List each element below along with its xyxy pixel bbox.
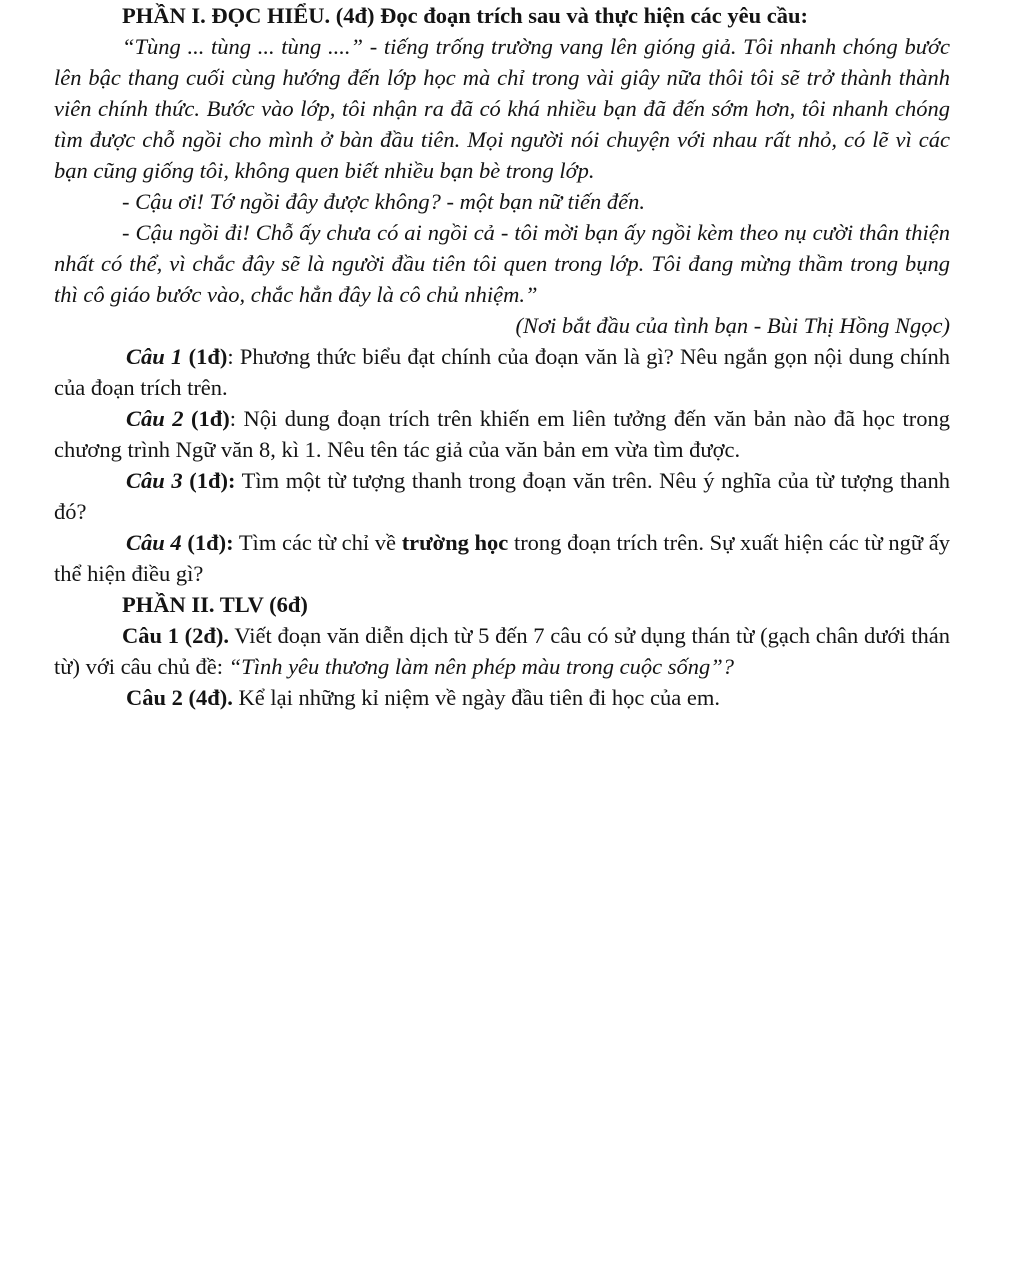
question-4-label: Câu 4 bbox=[126, 530, 182, 555]
question-1-text: : Phương thức biểu đạt chính của đoạn văn là gì? Nêu ngắn gọn nội dung chính của đoạn trích trên. bbox=[54, 344, 951, 400]
question-2-label: Câu 2 bbox=[126, 406, 184, 431]
exam-page bbox=[54, 0, 950, 713]
question-2-text: : Nội dung đoạn trích trên khiến em liên tưởng đến văn bản nào đã học trong chương trình Ngữ văn 8, kì 1. Nêu tên tác giả của văn bản em vừa tìm được. bbox=[54, 406, 950, 462]
part1-heading: PHẦN I. ĐỌC HIỂU. (4đ) Đọc đoạn trích sau và thực hiện các yêu cầu: bbox=[122, 3, 808, 28]
question-1-points: (1đ) bbox=[188, 344, 228, 369]
writing-question-2 bbox=[54, 682, 950, 713]
question-4-points: (1đ): bbox=[187, 530, 234, 555]
writing-question-1 bbox=[54, 620, 950, 682]
question-4-text-before: Tìm các từ chỉ về bbox=[233, 530, 402, 555]
question-3-label: Câu 3 bbox=[126, 468, 183, 493]
part2-heading: PHẦN II. TLV (6đ) bbox=[122, 592, 308, 617]
question-4-text-after: trong đoạn trích trên. Sự xuất hiện các từ ngữ ấy thể hiện điều gì? bbox=[54, 530, 950, 586]
question-3 bbox=[54, 465, 950, 527]
question-3-points: (1đ): bbox=[189, 468, 236, 493]
question-4 bbox=[54, 527, 950, 589]
writing-question-2-label: Câu 2 (4đ). bbox=[126, 685, 233, 710]
passage-paragraph-1: “Tùng ... tùng ... tùng ....” - tiếng trống trường vang lên gióng giả. Tôi nhanh chóng bước lên bậc thang cuối cùng hướng đến lớp học mà chỉ trong vài giây nữa thôi tôi sẽ trở thành thành viên chính thức. Bước vào lớp, tôi nhận ra đã có khá nhiều bạn đã đến sớm hơn, tôi nhanh chóng tìm được chỗ ngồi cho mình ở bàn đầu tiên. Mọi người nói chuyện với nhau rất nhỏ, có lẽ vì các bạn cũng giống tôi, không quen biết nhiều bạn bè trong lớp. bbox=[54, 34, 950, 183]
question-1 bbox=[54, 341, 950, 403]
writing-question-1-text: Viết đoạn văn diễn dịch từ 5 đến 7 câu có sử dụng thán từ (gạch chân dưới thán từ) với câu chủ đề: bbox=[54, 623, 950, 679]
writing-question-1-topic: “Tình yêu thương làm nên phép màu trong cuộc sống”? bbox=[228, 654, 734, 679]
passage-dialogue-2: - Cậu ngồi đi! Chỗ ấy chưa có ai ngồi cả - tôi mời bạn ấy ngồi kèm theo nụ cười thân thiện nhất có thể, vì chắc đây sẽ là người đầu tiên tôi quen trong lớp. Tôi đang mừng thầm trong bụng thì cô giáo bước vào, chắc hẳn đây là cô chủ nhiệm.” bbox=[54, 220, 950, 307]
question-4-emphasis: trường học bbox=[401, 530, 509, 555]
passage-source: (Nơi bắt đầu của tình bạn - Bùi Thị Hồng Ngọc) bbox=[515, 313, 950, 338]
question-3-text: Tìm một từ tượng thanh trong đoạn văn trên. Nêu ý nghĩa của từ tượng thanh đó? bbox=[54, 468, 950, 524]
writing-question-1-label: Câu 1 (2đ). bbox=[122, 623, 230, 648]
question-1-label: Câu 1 bbox=[126, 344, 183, 369]
question-2 bbox=[54, 403, 950, 465]
passage-dialogue-1: - Cậu ơi! Tớ ngồi đây được không? - một bạn nữ tiến đến. bbox=[122, 189, 646, 214]
question-2-points: (1đ) bbox=[191, 406, 230, 431]
writing-question-2-text: Kể lại những kỉ niệm về ngày đầu tiên đi học của em. bbox=[232, 685, 720, 710]
